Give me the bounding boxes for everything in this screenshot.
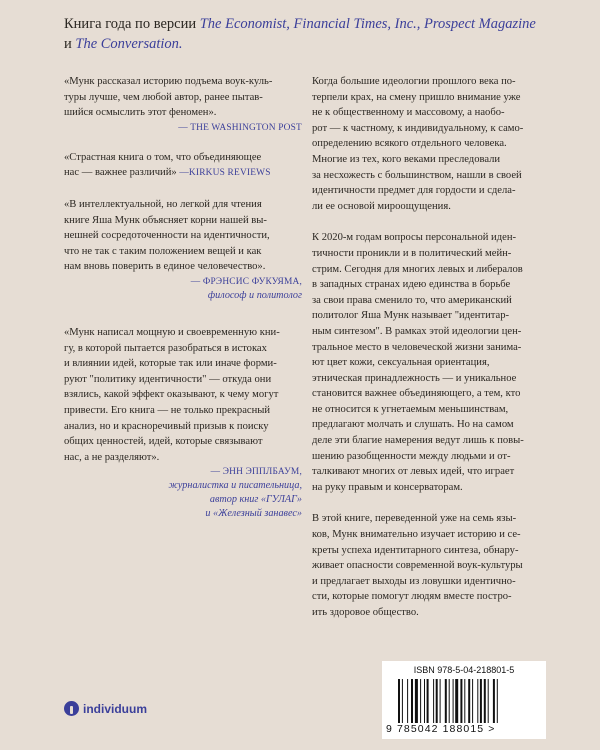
barcode-icon — [398, 679, 530, 723]
quote-washington-post — [64, 74, 302, 135]
header-prefix: Книга года по версии — [64, 16, 200, 32]
header-publications: The Economist, Financial Times, Inc., Prospect Magazine — [199, 16, 536, 32]
quote-text: «Мунк написал мощную и своевременную кни- гу, в которой пытается разобраться в истоках и влиянии идей, которые так или иначе форми- руют "политику идентичности" — откуда они взялись, какой эффект оказывают, к чему могут привести. Его книга — не только прекрасный анализ, но и красноречивый призыв к поиску общих ценностей, идей, которые связывают нас, а не разделяют». — [64, 326, 280, 463]
quote-fukuyama — [64, 197, 302, 303]
isbn-barcode — [382, 661, 546, 739]
publisher-name: individuum — [83, 701, 147, 716]
barcode-number: 9 785042 188015 > — [386, 723, 496, 735]
quotes-column — [64, 74, 302, 536]
description-column — [312, 74, 544, 637]
quote-text: «В интеллектуальной, но легкой для чтения книге Яша Мунк объясняет корни нашей вы- нешней сосредоточенности на идентичности, что не так с таким положением вещей и как нам вновь поверить в единое человечество». — [64, 198, 270, 273]
quote-text: «Мунк рассказал историю подъема воук-куль- туры лучше, чем любой автор, ранее пытав- шийся осмыслить этот феномен». — [64, 76, 273, 119]
header-conj: и — [64, 36, 72, 52]
quote-applebaum — [64, 325, 302, 521]
header-blurb — [64, 14, 544, 54]
quote-text: «Страстная книга о том, что объединяющее нас — важнее различий» —KIRKUS REVIEWS — [64, 151, 271, 179]
description-paragraph-1: Когда большие идеологии прошлого века по- терпели крах, на смену пришло внимание уже не к общественному и массовому, а наобо- рот — к частному, к индивидуальному, к само- определению всякого отдельного человека. Многие из тех, кого веками преследовали за несхожесть с большинством, нашли в своей идентичности предмет для гордости и сдела- ли ее основой мироощущения. — [312, 76, 524, 212]
header-last-publication: The Conversation. — [75, 36, 183, 52]
publisher-logo — [64, 701, 147, 716]
description-paragraph-2: К 2020-м годам вопросы персональной иден- тичности проникли и в политический мейн- стрим. Сегодня для многих левых и либералов в западных странах идею единства в борьбе за свои права сменило то, что американский политолог Яша Мунк называет "идентитар- ным синтезом". В рамках этой идеологии цен- тральное место в человеческой жизни занима- ют цвет кожи, сексуальная ориентация, этническая принадлежность — и уникальное становится важнее объединяющего, а тем, кто не относится к угнетаемым меньшинствам, предлагают молчать и слушать. Но на самом деле эти благие намерения ведут лишь к повы- шению разобщенности между людьми и от- талкивают многих от левых идей, что играет на руку правым и консерваторам. — [312, 232, 524, 493]
quote-kirkus — [64, 150, 302, 182]
description-paragraph-3: В этой книге, переведенной уже на семь язы- ков, Мунк внимательно изучает историю и се- креты успеха идентитарного синтеза, обнару- живает опасности современной воук-культуры и предлагает выходы из ловушки идентично- сти, которые помогут людям вместе постро- ить здоровое общество. — [312, 513, 523, 618]
quote-source: — ЭНН ЭППЛБАУМ, журналистка и писательница, автор книг «ГУЛАГ» и «Железный занавес» — [168, 467, 302, 520]
isbn-label: ISBN 978-5-04-218801-5 — [413, 665, 515, 675]
quote-source: — ФРЭНСИС ФУКУЯМА, философ и политолог — [190, 276, 302, 301]
quote-source: —KIRKUS REVIEWS — [179, 168, 271, 179]
quote-source: — THE WASHINGTON POST — [178, 122, 302, 133]
publisher-logo-icon — [64, 701, 79, 716]
